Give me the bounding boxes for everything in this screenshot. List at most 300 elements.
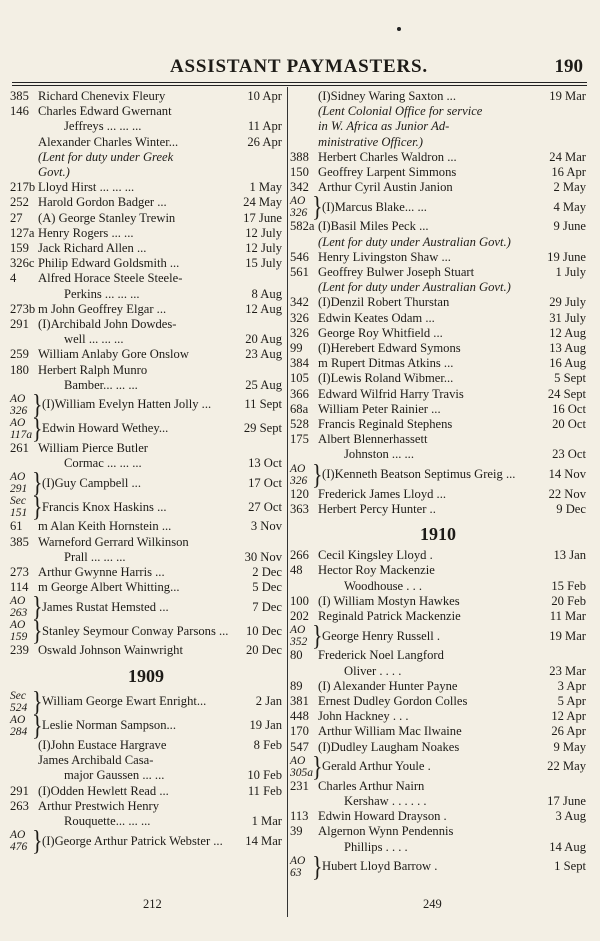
entry-name: Hector Roy Mackenzie	[318, 563, 435, 578]
entry-name: Arthur Prestwich Henry	[38, 798, 160, 813]
bracketed-entry	[290, 190, 586, 224]
entry-row	[10, 799, 282, 814]
entry-name: Herbert Percy Hunter ..	[318, 501, 436, 516]
entry-number: 342	[290, 180, 309, 195]
entry-row	[10, 135, 282, 150]
brace-mark: }	[32, 684, 43, 718]
entry-row	[10, 580, 282, 595]
entry-date: 23 Aug	[245, 347, 282, 362]
entry-date: 12 Aug	[549, 325, 586, 340]
entry-number: 170	[290, 724, 309, 739]
entry-number: 175	[290, 432, 309, 447]
entry-name: (I)Guy Campbell ...	[42, 475, 141, 490]
entry-number: 366	[290, 386, 309, 401]
entry-name: Geoffrey Larpent Simmons	[318, 165, 457, 180]
entry-codes	[10, 417, 32, 441]
entry-date: 1 Mar	[251, 813, 282, 828]
right-column	[290, 89, 586, 883]
year-heading: 1909	[128, 665, 164, 686]
entry-row	[10, 550, 282, 565]
entry-name: Frederick James Lloyd ...	[318, 486, 447, 501]
note-line: (Lent for duty under Australian Govt.)	[318, 280, 511, 295]
entry-date: 9 Dec	[556, 501, 586, 516]
entry-row	[10, 456, 282, 471]
bracketed-entry	[10, 824, 282, 857]
code-bottom: 524	[10, 701, 28, 714]
code-bottom: 326	[10, 405, 28, 418]
entry-number: 127a	[10, 225, 35, 240]
bracketed-entry	[10, 412, 282, 445]
entry-codes	[290, 624, 312, 648]
note-line: (Lent for duty under Australian Govt.)	[318, 234, 511, 249]
brace-mark: }	[32, 466, 43, 500]
entry-name: (I)Lewis Roland Wibmer...	[318, 371, 454, 386]
entry-name: George Henry Russell .	[322, 628, 440, 643]
entry-codes	[290, 195, 312, 219]
entry-codes	[290, 855, 312, 879]
entry-date: 19 June	[547, 249, 586, 264]
entry-date: 23 Oct	[552, 447, 586, 462]
entry-number: 146	[10, 104, 29, 119]
entry-name: Herbert Charles Waldron ...	[318, 149, 457, 164]
entry-row	[290, 402, 586, 417]
entry-date: 3 Apr	[557, 678, 586, 693]
entry-date: 5 Apr	[557, 693, 586, 708]
entry-date: 20 Dec	[245, 643, 282, 658]
entry-name: William Peter Rainier ...	[318, 401, 441, 416]
entry-number: 202	[290, 609, 309, 624]
entry-row	[290, 664, 586, 679]
entry-name: Oswald Johnson Wainwright	[38, 643, 183, 658]
entry-row	[290, 487, 586, 502]
entry-row	[290, 371, 586, 386]
entry-name: Francis Knox Haskins ...	[42, 499, 167, 514]
entry-date: 5 Sept	[554, 371, 586, 386]
entry-row	[290, 794, 586, 809]
entry-number: 113	[290, 809, 309, 824]
code-bottom: 263	[10, 607, 28, 620]
entry-number: 261	[10, 441, 29, 456]
entry-codes	[290, 755, 312, 779]
entry-row	[290, 740, 586, 755]
entry-row	[290, 840, 586, 855]
entry-name: Jack Richard Allen ...	[38, 241, 147, 256]
entry-number: 217b	[10, 180, 36, 195]
code-top: AO	[10, 393, 26, 406]
entry-row	[290, 326, 586, 341]
brace-mark: }	[32, 412, 43, 445]
entry-number: 342	[290, 295, 309, 310]
code-bottom: 284	[10, 725, 28, 738]
entry-name: Hubert Lloyd Barrow .	[322, 859, 438, 874]
entry-name: Algernon Wynn Pendennis	[318, 824, 454, 839]
entry-row	[10, 211, 282, 226]
entry-date: 20 Feb	[551, 593, 586, 608]
entry-name: James Rustat Hemsted ...	[42, 599, 169, 614]
entry-date: 10 Feb	[247, 768, 282, 783]
entry-date: 8 Aug	[251, 286, 282, 301]
entry-name: Albert Blennerhassett	[318, 432, 428, 447]
entry-number: 180	[10, 362, 29, 377]
code-top: AO	[290, 462, 306, 475]
code-bottom: 352	[290, 636, 308, 649]
entry-row	[10, 104, 282, 119]
entry-row	[290, 356, 586, 371]
entry-name: Arthur William Mac Ilwaine	[318, 724, 462, 739]
entry-number: 252	[10, 195, 29, 210]
entry-row	[10, 378, 282, 393]
entry-date: 11 Apr	[247, 119, 282, 134]
entry-row	[290, 250, 586, 265]
entry-number: 291	[10, 317, 29, 332]
entry-name: (I) Alexander Hunter Payne	[318, 678, 458, 693]
entry-row	[290, 417, 586, 432]
entry-number: 48	[290, 563, 303, 578]
entry-date: 16 Aug	[549, 356, 586, 371]
entry-number: 326	[290, 310, 309, 325]
entry-name: William Pierce Butler	[38, 441, 149, 456]
entry-name: Prall ... ... ...	[64, 549, 126, 564]
entry-row	[290, 724, 586, 739]
entry-number: 105	[290, 371, 309, 386]
entry-number: 68a	[290, 401, 309, 416]
bracketed-entry	[10, 708, 282, 742]
entry-date: 13 Oct	[248, 456, 282, 471]
entry-row	[10, 363, 282, 378]
code-bottom: 326	[290, 207, 308, 220]
brace-mark: }	[32, 490, 43, 524]
code-top: AO	[290, 624, 306, 637]
page-title: ASSISTANT PAYMASTERS.	[170, 56, 428, 77]
entry-row	[10, 332, 282, 347]
entry-row	[10, 317, 282, 332]
entry-name: (I) William Mostyn Hawkes	[318, 593, 460, 608]
entry-row	[290, 295, 586, 310]
entry-row	[290, 563, 586, 578]
entry-name: Henry Rogers ... ...	[38, 225, 134, 240]
footer-right-number: 249	[423, 897, 442, 911]
entry-number: 582a	[290, 219, 315, 234]
brace-mark: }	[32, 824, 43, 857]
entry-name: (I)George Arthur Patrick Webster ...	[42, 833, 223, 848]
entry-row	[10, 89, 282, 104]
entry-name: Geoffrey Bulwer Joseph Stuart	[318, 265, 475, 280]
entry-name: Gerald Arthur Youle .	[322, 759, 431, 774]
left-column	[10, 89, 282, 857]
entry-date: 15 Feb	[551, 578, 586, 593]
code-top: AO	[290, 754, 306, 767]
entry-date: 1 July	[555, 265, 586, 280]
brace-mark: }	[32, 708, 43, 742]
entry-number: 150	[290, 165, 309, 180]
code-top: AO	[10, 829, 26, 842]
entry-number: 61	[10, 519, 23, 534]
entry-number: 561	[290, 265, 309, 280]
entry-date: 7 Dec	[252, 599, 282, 614]
entry-number: 547	[290, 739, 309, 754]
entry-number: 326c	[10, 256, 35, 271]
entry-row	[290, 548, 586, 563]
code-top: AO	[10, 471, 26, 484]
entry-row	[10, 519, 282, 534]
entry-number: 384	[290, 356, 309, 371]
ink-dot	[397, 27, 401, 31]
entry-date: 19 Mar	[549, 89, 586, 103]
entry-row	[290, 709, 586, 724]
page-header	[0, 52, 600, 82]
entry-name: Harold Gordon Badger ...	[38, 195, 167, 210]
entry-name: Jeffreys ... ... ...	[64, 119, 142, 134]
entry-row	[10, 256, 282, 271]
entry-name: Arthur Cyril Austin Janion	[318, 180, 453, 195]
entry-codes	[10, 393, 32, 417]
entry-date: 30 Nov	[244, 549, 282, 564]
code-top: AO	[10, 595, 26, 608]
entry-date: 12 July	[245, 241, 282, 256]
brace-mark: }	[32, 388, 43, 421]
entry-number: 266	[290, 548, 309, 563]
entry-date: 2 Jan	[255, 694, 282, 709]
bracketed-entry	[10, 490, 282, 524]
entry-codes	[10, 829, 32, 853]
entry-number: 99	[290, 341, 303, 356]
entry-name: (I)Archibald John Dowdes-	[38, 317, 177, 332]
entry-codes	[10, 619, 32, 643]
entry-name: Herbert Ralph Munro	[38, 362, 148, 377]
entry-name: m George Albert Whitting...	[38, 580, 180, 595]
entry-name: Philip Edward Goldsmith ...	[38, 256, 180, 271]
code-bottom: 326	[290, 474, 308, 487]
code-top: AO	[290, 854, 306, 867]
entry-number: 385	[10, 89, 29, 103]
entry-number: 273b	[10, 301, 36, 316]
entry-number: 381	[290, 693, 309, 708]
entry-name: George Roy Whitfield ...	[318, 325, 443, 340]
entry-date: 20 Aug	[245, 332, 282, 347]
entry-row	[10, 347, 282, 362]
entry-name: William George Ewart Enright...	[42, 694, 207, 709]
entry-date: 24 May	[243, 195, 282, 210]
entry-name: Richard Chenevix Fleury	[38, 89, 166, 103]
entry-date: 25 Aug	[245, 377, 282, 392]
entry-date: 22 May	[547, 759, 586, 774]
entry-number: 80	[290, 648, 303, 663]
page-number: 190	[554, 56, 583, 77]
entry-date: 20 Oct	[552, 417, 586, 432]
entry-date: 9 June	[553, 219, 586, 234]
brace-mark: }	[32, 614, 43, 648]
entry-date: 5 Dec	[252, 580, 282, 595]
entry-name: Charles Edward Gwernant	[38, 104, 172, 119]
entry-name: Cecil Kingsley Lloyd .	[318, 548, 433, 563]
entry-row	[10, 814, 282, 829]
entry-date: 11 Sept	[244, 397, 282, 412]
entry-name: Lloyd Hirst ... ... ...	[38, 180, 135, 195]
entry-date: 26 Apr	[247, 134, 282, 149]
entry-row	[10, 643, 282, 658]
entry-number: 239	[10, 643, 29, 658]
entry-codes	[10, 690, 32, 714]
entry-date: 29 July	[549, 295, 586, 310]
entry-name: Edwin Howard Drayson .	[318, 809, 447, 824]
entry-date: 14 Nov	[548, 467, 586, 482]
bracketed-entry	[290, 849, 586, 883]
entry-number: 363	[290, 501, 309, 516]
entry-date: 8 Feb	[253, 737, 282, 752]
entry-number: 263	[10, 798, 29, 813]
entry-row	[290, 219, 586, 234]
entry-name: Alfred Horace Steele Steele-	[38, 271, 183, 286]
entry-name: John Hackney . . .	[318, 709, 409, 724]
entry-name: major Gaussen ... ...	[64, 768, 165, 783]
entry-name: (I)Kenneth Beatson Septimus Greig ...	[322, 467, 516, 482]
bracketed-entry	[10, 590, 282, 624]
code-top: AO	[10, 713, 26, 726]
entry-name: Warneford Gerrard Wilkinson	[38, 534, 189, 549]
note-line: (Lent for duty under Greek	[38, 149, 174, 164]
entry-date: 19 Jan	[249, 718, 282, 733]
brace-mark: }	[32, 590, 43, 624]
entry-row	[290, 341, 586, 356]
entry-date: 26 Apr	[551, 724, 586, 739]
bracketed-entry	[10, 466, 282, 500]
code-bottom: 291	[10, 483, 28, 496]
entry-number: 4	[10, 271, 17, 286]
entry-number: 114	[10, 580, 29, 595]
entry-date: 19 Mar	[549, 628, 586, 643]
entry-date: 17 June	[243, 210, 282, 225]
entry-number: 120	[290, 486, 309, 501]
entry-name: Perkins ... ... ...	[64, 286, 140, 301]
entry-row	[290, 779, 586, 794]
code-top: Sec	[10, 495, 26, 508]
entry-row	[290, 694, 586, 709]
footer-left-number: 212	[143, 897, 162, 911]
entry-row	[10, 535, 282, 550]
entry-number: 231	[290, 778, 309, 793]
entry-codes	[10, 714, 32, 738]
code-bottom: 63	[290, 866, 302, 879]
code-top: AO	[10, 417, 26, 430]
entry-date: 14 Mar	[245, 833, 282, 848]
entry-row	[10, 565, 282, 580]
entry-name: Edwin Keates Odam ...	[318, 310, 435, 325]
entry-row	[10, 180, 282, 195]
code-top: Sec	[10, 689, 26, 702]
note-line: in W. Africa as Junior Ad-	[318, 119, 450, 134]
entry-row	[10, 738, 282, 753]
entry-name: (I)Denzil Robert Thurstan	[318, 295, 450, 310]
code-bottom: 151	[10, 507, 28, 520]
entry-name: m Alan Keith Hornstein ...	[38, 519, 172, 534]
entry-row	[290, 265, 586, 280]
entry-number: 448	[290, 709, 309, 724]
entry-date: 29 Sept	[243, 421, 282, 436]
entry-date: 3 Nov	[250, 519, 282, 534]
entry-date: 13 Aug	[549, 341, 586, 356]
entry-name: (I)Sidney Waring Saxton ...	[318, 89, 456, 103]
header-rule	[12, 82, 587, 83]
note-line: (Lent Colonial Office for service	[318, 104, 483, 119]
entry-row	[290, 809, 586, 824]
entry-date: 12 Aug	[245, 301, 282, 316]
entry-row	[290, 502, 586, 517]
entry-name: (I)Odden Hewlett Read ...	[38, 783, 169, 798]
entry-date: 22 Nov	[548, 486, 586, 501]
entry-name: Reginald Patrick Mackenzie	[318, 609, 461, 624]
entry-name: Ernest Dudley Gordon Colles	[318, 693, 468, 708]
entry-date: 12 Apr	[551, 709, 586, 724]
entry-name: Arthur Gwynne Harris ...	[38, 565, 165, 580]
brace-mark: }	[312, 457, 323, 491]
entry-row	[290, 447, 586, 462]
entry-name: Edward Wilfrid Harry Travis	[318, 386, 464, 401]
entry-date: 3 Aug	[555, 809, 586, 824]
year-heading: 1910	[420, 524, 456, 545]
entry-name: Bamber... ... ...	[64, 377, 138, 392]
entry-codes	[10, 495, 32, 519]
bracketed-entry	[10, 684, 282, 718]
brace-mark: }	[312, 190, 323, 224]
entry-name: Phillips . . . .	[344, 839, 408, 854]
entry-name: Cormac ... ... ...	[64, 456, 142, 471]
entry-name: Francis Reginald Stephens	[318, 417, 453, 432]
entry-number: 273	[10, 565, 29, 580]
entry-row	[10, 302, 282, 317]
entry-row	[290, 432, 586, 447]
entry-name: (I)Basil Miles Peck ...	[318, 219, 429, 234]
bracketed-entry	[290, 749, 586, 783]
note-line: Govt.)	[38, 165, 70, 180]
entry-name: Kershaw . . . . . .	[344, 793, 427, 808]
entry-date: 24 Mar	[549, 149, 586, 164]
entry-row	[290, 579, 586, 594]
entry-name: Leslie Norman Sampson...	[42, 718, 176, 733]
entry-number: 528	[290, 417, 309, 432]
entry-row	[290, 89, 586, 104]
entry-date: 31 July	[549, 310, 586, 325]
entry-name: well ... ... ...	[64, 332, 124, 347]
entry-date: 17 June	[547, 793, 586, 808]
bracketed-entry	[290, 457, 586, 491]
entry-name: m John Geoffrey Elgar ...	[38, 301, 167, 316]
entry-row	[10, 441, 282, 456]
entry-date: 4 May	[553, 199, 586, 214]
entry-row	[290, 165, 586, 180]
entry-row	[10, 226, 282, 241]
entry-date: 9 May	[553, 739, 586, 754]
entry-number: 326	[290, 325, 309, 340]
entry-name: Woodhouse . . .	[344, 578, 423, 593]
entry-name: (I)Herebert Edward Symons	[318, 341, 461, 356]
entry-date: 15 July	[245, 256, 282, 271]
entry-name: Frederick Noel Langford	[318, 648, 444, 663]
entry-row	[290, 679, 586, 694]
entry-number: 100	[290, 593, 309, 608]
entry-codes	[10, 595, 32, 619]
entry-name: (I)Marcus Blake... ...	[322, 199, 427, 214]
entry-name: Johnston ... ...	[344, 447, 414, 462]
code-top: AO	[290, 195, 306, 208]
entry-name: Edwin Howard Wethey...	[42, 421, 169, 436]
entry-codes	[290, 463, 312, 487]
entry-row	[10, 768, 282, 783]
entry-number: 291	[10, 783, 29, 798]
entry-date: 11 Feb	[247, 783, 282, 798]
entry-name: William Anlaby Gore Onslow	[38, 347, 189, 362]
entry-name: (A) George Stanley Trewin	[38, 210, 176, 225]
entry-name: Rouquette... ... ...	[64, 813, 151, 828]
